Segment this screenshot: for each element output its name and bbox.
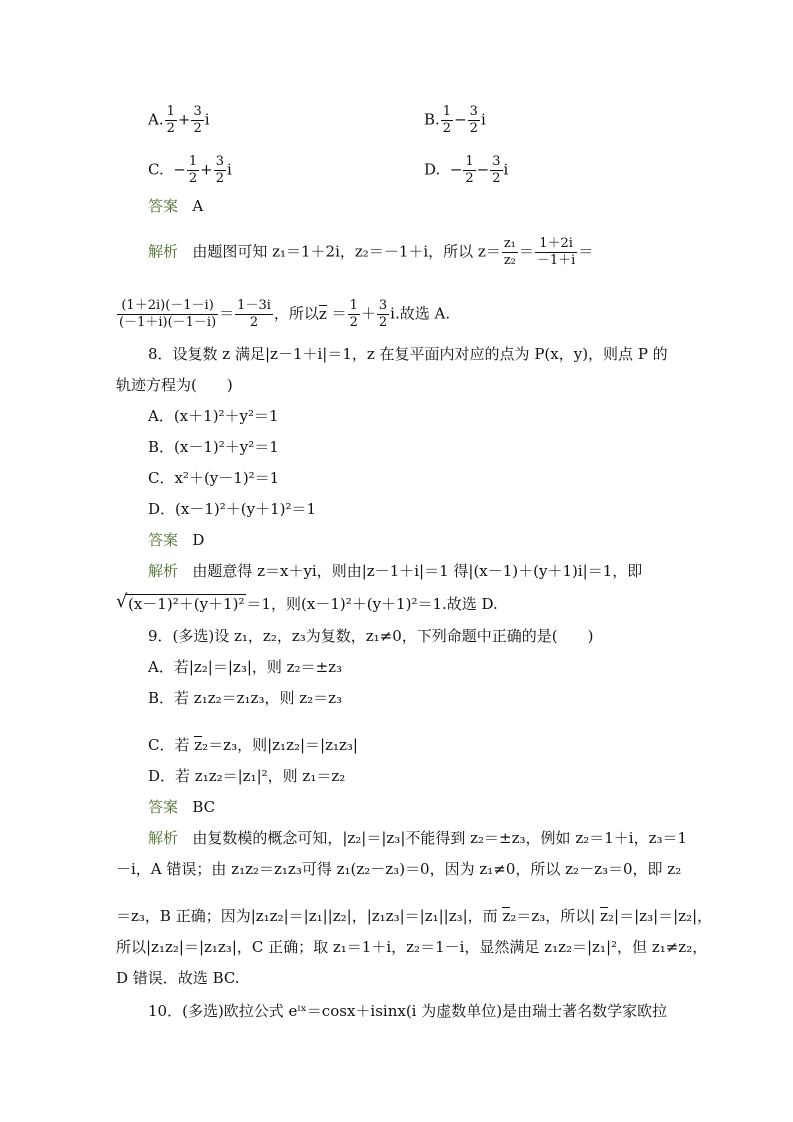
q7-analysis-line2 [116,298,450,331]
conjugate-z: z [318,304,327,323]
equals: ＝ [219,304,235,323]
analysis-label: 解析 [148,829,179,847]
numerator: 3 [215,154,224,169]
denominator: 2 [349,315,358,330]
denominator: z₂ [503,253,516,268]
denominator: 2 [465,171,474,186]
analysis-text: 由题图可知 z₁＝1＋2i，z₂＝－1＋i，所以 z＝ [192,242,501,261]
fraction [463,154,475,187]
denominator: 2 [215,171,224,186]
numerator: (1＋2i)(－1－i) [117,298,218,315]
denominator: 2 [193,121,202,136]
option-c [148,154,232,187]
numerator: 3 [492,154,501,169]
analysis-label: 解析 [148,562,179,580]
option-d [424,154,508,187]
numerator: 1＋2i [535,236,577,253]
q8-stem-line1: 8．设复数 z 满足|z－1＋i|＝1，z 在复平面内对应的点为 P(x，y)，则点 P 的 [148,345,668,363]
fraction [441,104,453,137]
numerator: 1 [188,154,198,169]
equals: ＝ [518,242,534,261]
denominator: 2 [378,315,388,330]
radical-sign-icon: √ [116,591,128,612]
denominator: 2 [188,171,198,186]
fraction [235,298,273,331]
option-label: D. [424,160,441,179]
imag-unit: i [226,160,232,179]
equals: ＝ [331,304,347,323]
analysis-text: ＝z₃，B 正确；因为|z₁z₂|＝|z₁||z₂|，|z₁z₃|＝|z₁||z₃|，而 [116,907,498,925]
analysis-text: ，所以 [273,304,319,323]
numerator: 1－3i [237,298,271,313]
sign: − [449,160,463,179]
numerator: 1 [166,104,175,119]
numerator: z₁ [503,236,516,251]
analysis-text: ₂＝z₃，所以| [510,907,596,925]
answer-label: 答案 [148,531,179,549]
fraction [377,298,389,331]
option-a [148,104,210,137]
operator: − [476,160,490,179]
numerator: 3 [469,104,478,119]
analysis-text: 由复数模的概念可知，|z₂|＝|z₃|不能得到 z₂＝±z₃，例如 z₂＝1＋i，z₃＝1 [192,829,688,847]
q8-stem-line2: 轨迹方程为( ) [116,376,233,394]
fraction [165,104,177,137]
answer-value: D [192,531,205,549]
operator: ＋ [360,304,376,323]
conjugate-z: z [600,907,609,925]
operator: + [177,110,191,129]
q9-option-d: D．若 z₁z₂＝|z₁|²，则 z₁＝z₂ [148,767,346,785]
numerator: 1 [442,104,452,119]
numerator: 3 [378,298,388,313]
option-b [424,104,486,137]
answer-value: BC [192,798,216,816]
q7-analysis-line1 [148,236,593,269]
q8-option-c: C．x²＋(y－1)²＝1 [148,469,280,487]
numerator: 1 [465,154,474,169]
numerator: 3 [193,104,202,119]
denominator: 2 [442,121,452,136]
denominator: 2 [492,171,501,186]
answer-value: A [192,197,204,215]
conjugate-z: z [502,907,511,925]
fraction [117,298,218,331]
q9-analysis-line2: －i，A 错误；由 z₁z₂＝z₁z₃可得 z₁(z₂－z₃)＝0，因为 z₁≠0，所以 z₂－z₃＝0，即 z₂ [116,860,682,878]
q9-stem: 9．(多选)设 z₁，z₂，z₃为复数，z₁≠0，下列命题中正确的是( ) [148,627,594,645]
denominator: (－1＋i)(－1－i) [119,315,217,330]
fraction [214,154,226,187]
q8-option-d: D．(x－1)²＋(y＋1)²＝1 [148,500,317,518]
operator: − [454,110,467,129]
fraction [468,104,480,137]
imag-unit: i [503,160,509,179]
imag-unit: i [480,110,486,129]
sign: − [173,160,186,179]
denominator: 2 [166,121,175,136]
denominator: 2 [249,315,259,330]
equals: ＝ [578,242,594,261]
q7-answer [148,196,203,216]
q8-option-b: B．(x－1)²＋y²＝1 [148,438,279,456]
fraction [348,298,360,331]
analysis-text: ＝1，则(x－1)²＋(y＋1)²＝1.故选 D. [246,595,498,613]
denominator: 2 [469,121,478,136]
analysis-label: 解析 [148,242,179,261]
fraction [187,154,199,187]
q9-analysis-line4: 所以|z₁z₂|＝|z₁z₃|，C 正确；取 z₁＝1＋i，z₂＝1－i，显然满足 z₁z₂＝|z₁|²，但 z₁≠z₂， [116,938,708,956]
analysis-text: i.故选 A. [390,304,451,323]
operator: + [200,160,213,179]
denominator: －1＋i [536,253,576,268]
radicand: (x－1)²＋(y＋1)² [128,595,245,613]
q9-option-a: A．若|z₂|＝|z₃|，则 z₂＝±z₃ [148,658,343,676]
q9-analysis-line1 [148,828,687,848]
fraction [191,104,203,137]
q10-stem: 10．(多选)欧拉公式 eⁱˣ＝cosx＋isinx(i 为虚数单位)是由瑞士著名数学家欧拉 [148,1002,668,1020]
q8-option-a: A．(x＋1)²＋y²＝1 [148,407,279,425]
q8-analysis-line2 [116,591,498,614]
analysis-text: ₂|＝|z₃|＝|z₂|， [608,907,713,925]
option-text: ₂＝z₃，则|z₁z₂|＝|z₁z₃| [202,736,358,754]
option-label: B. [424,110,440,129]
imag-unit: i [204,110,210,129]
fraction [502,236,518,269]
q9-analysis-line3 [116,906,712,926]
q9-option-b: B．若 z₁z₂＝z₁z₃，则 z₂＝z₃ [148,689,343,707]
analysis-text: 由题意得 z＝x＋yi，则由|z－1＋i|＝1 得|(x－1)＋(y＋1)i|＝1，即 [192,562,643,580]
fraction [490,154,502,187]
q8-answer [148,530,204,550]
numerator: 1 [349,298,358,313]
q9-option-c [148,735,358,755]
option-label: A. [148,110,164,129]
q9-analysis-line5: D 错误．故选 BC. [116,969,240,987]
answer-label: 答案 [148,197,179,215]
q8-analysis-line1 [148,561,642,581]
conjugate-z: z [194,736,203,754]
fraction [535,236,577,269]
option-label: C. [148,160,164,179]
square-root [116,591,246,614]
option-text: C．若 [148,736,190,754]
answer-label: 答案 [148,798,179,816]
q9-answer [148,797,215,817]
